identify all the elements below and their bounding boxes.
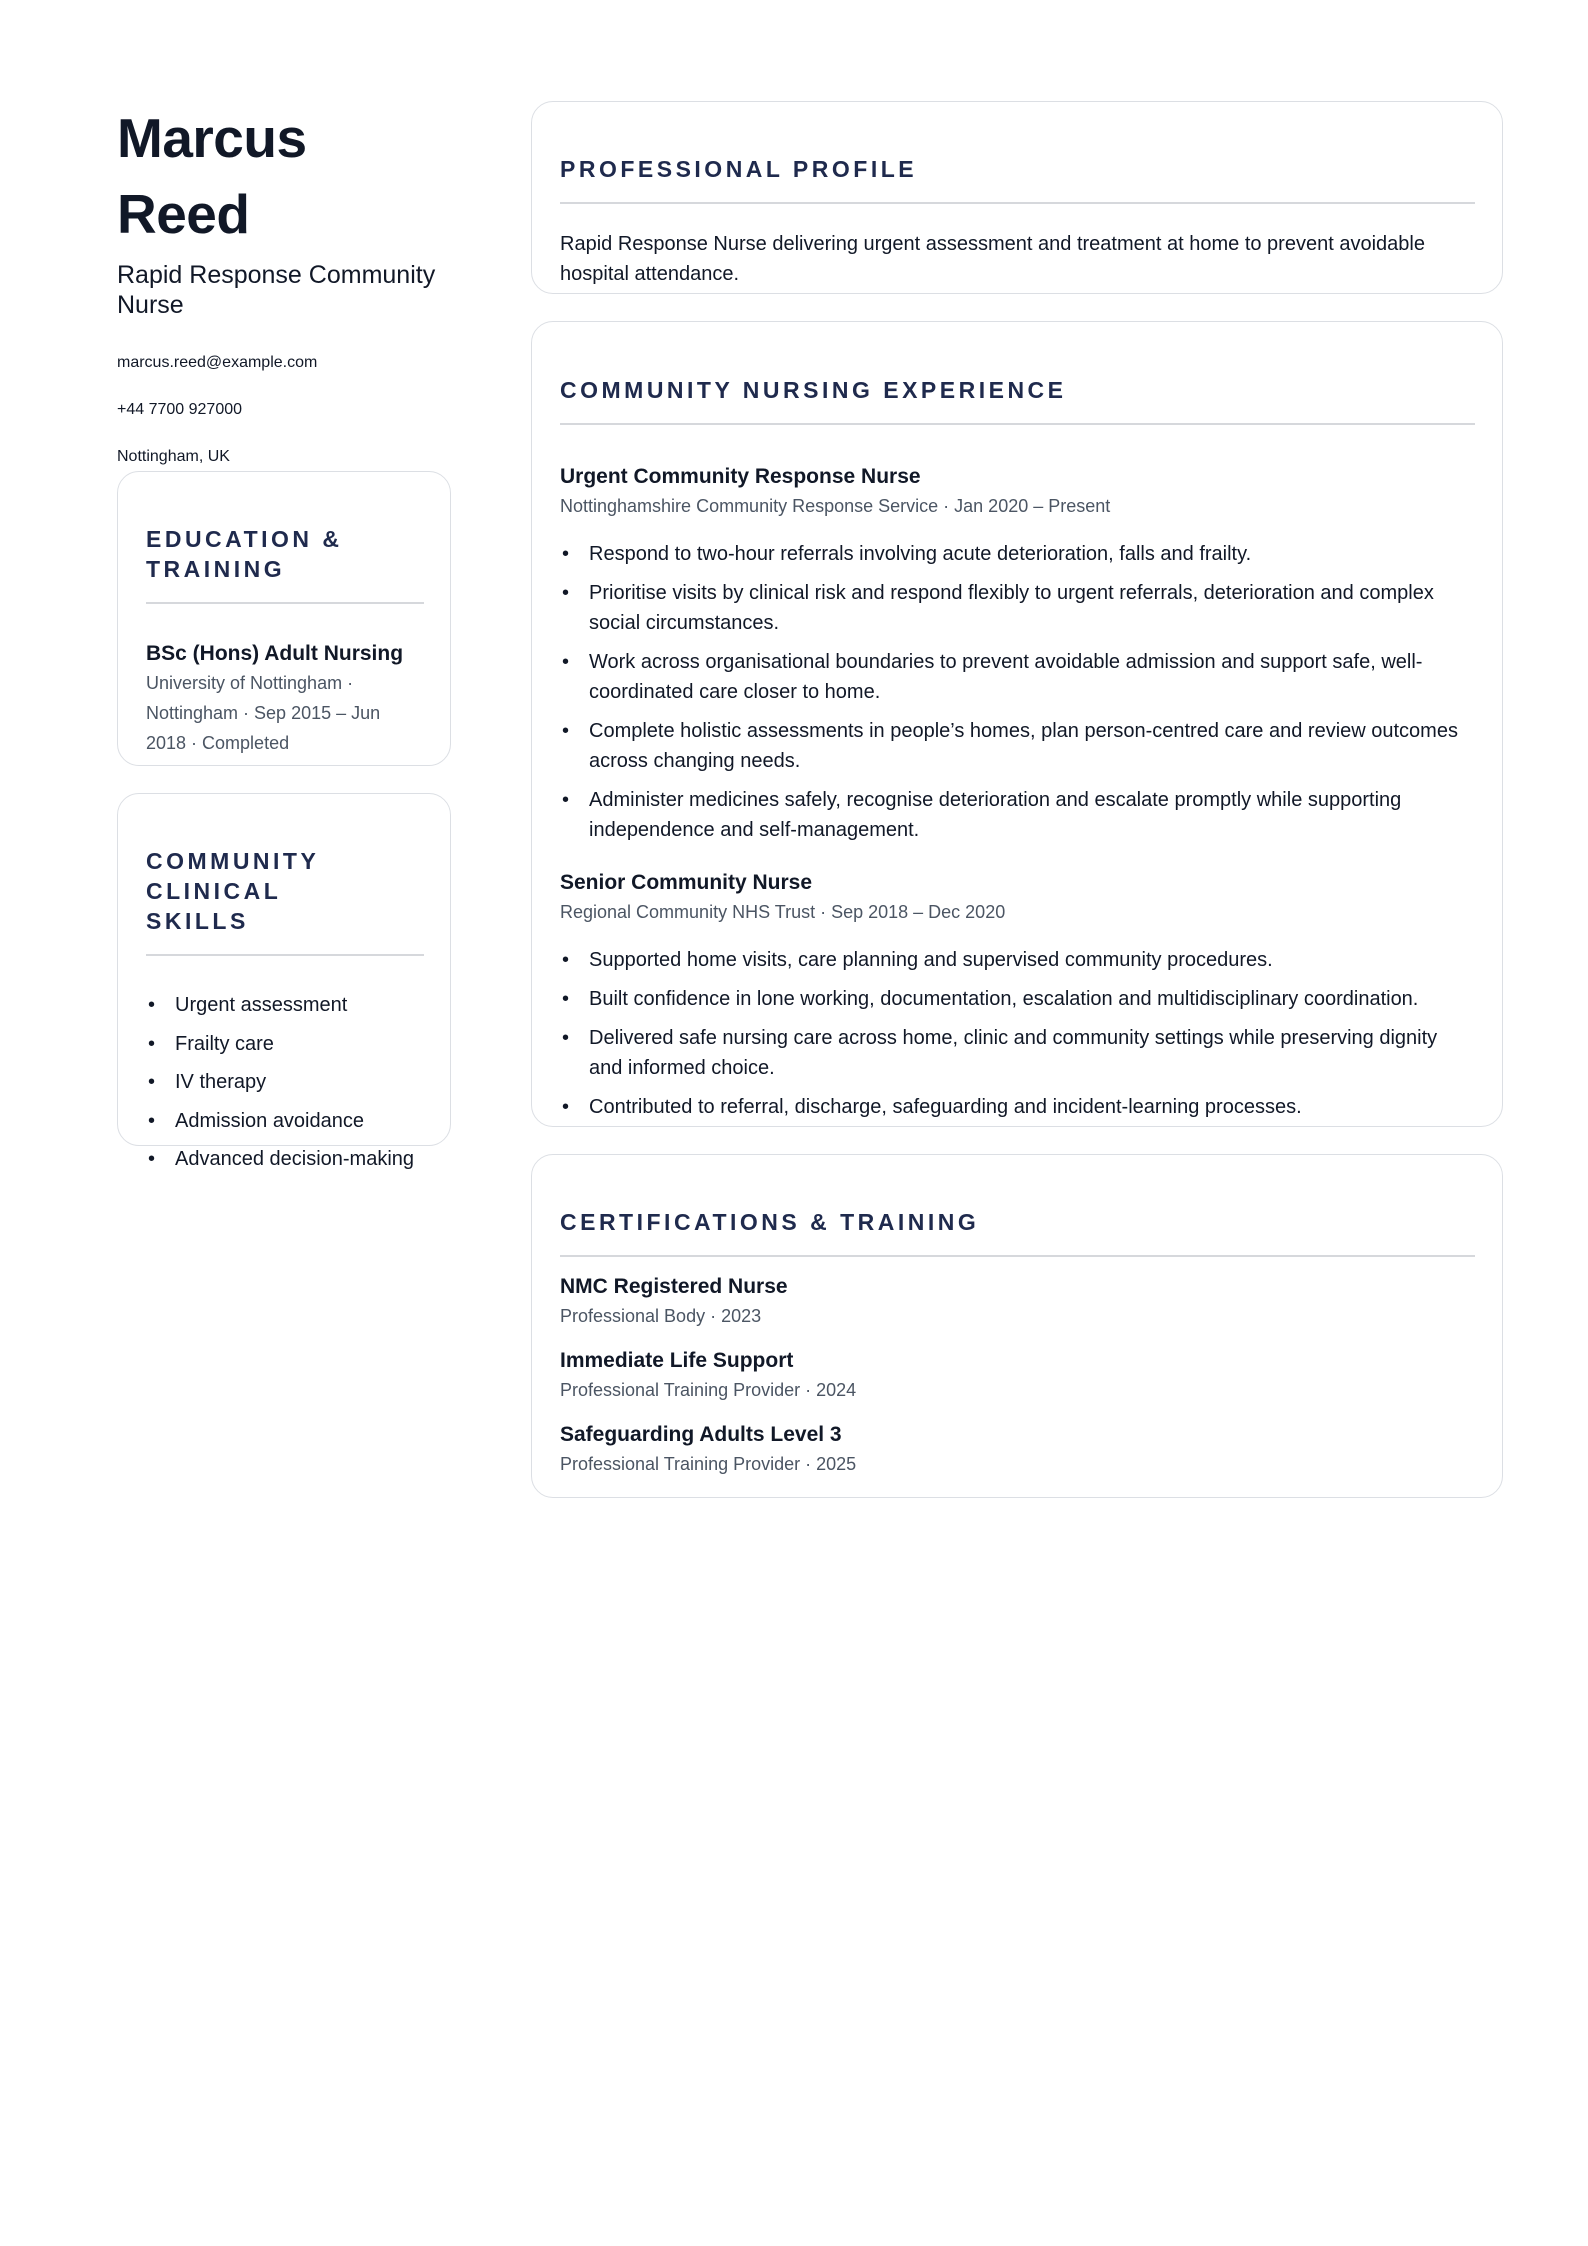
list-item: • Advanced decision-making	[146, 1140, 436, 1179]
skills-card	[117, 793, 451, 1170]
education-meta: University of Nottingham · Nottingham · Sep 2015 – Jun 2018 · Completed	[146, 673, 381, 753]
certification-name: NMC Registered Nurse	[560, 1275, 788, 1298]
list-item: • Frailty care	[146, 1025, 436, 1064]
certification-meta: Professional Body · 2023	[560, 1306, 762, 1326]
list-item: • IV therapy	[146, 1063, 436, 1102]
job-bullets	[560, 945, 1475, 1122]
education-card	[117, 471, 451, 766]
profile-summary: Rapid Response Nurse delivering urgent assessment and treatment at home to prevent avoidable hospital attendance.	[560, 233, 1425, 285]
job-meta: Regional Community NHS Trust · Sep 2018 – Dec 2020	[560, 902, 1006, 922]
contact-email[interactable]: marcus.reed@example.com	[117, 354, 318, 371]
job-title: Urgent Community Response Nurse	[560, 465, 921, 488]
list-item: • Built confidence in lone working, documentation, escalation and multidisciplinary coordination.	[560, 984, 1475, 1014]
certification-meta: Professional Training Provider · 2024	[560, 1380, 857, 1400]
list-item: • Complete holistic assessments in people’s homes, plan person-centred care and review outcomes across changing needs.	[560, 716, 1475, 776]
profile-title: PROFESSIONAL PROFILE	[560, 156, 918, 182]
job-title: Senior Community Nurse	[560, 871, 813, 894]
education-degree: BSc (Hons) Adult Nursing	[146, 642, 404, 665]
certification-meta: Professional Training Provider · 2025	[560, 1454, 857, 1474]
certification-name: Immediate Life Support	[560, 1349, 794, 1372]
list-item: • Delivered safe nursing care across home, clinic and community settings while preserving dignity and informed choice.	[560, 1023, 1475, 1083]
job-bullets	[560, 539, 1475, 845]
education-title: EDUCATION & TRAINING	[146, 526, 343, 582]
profile-divider	[560, 202, 1475, 204]
experience-title: COMMUNITY NURSING EXPERIENCE	[560, 377, 1067, 403]
left-column	[117, 100, 449, 494]
candidate-role: Rapid Response Community Nurse	[117, 261, 436, 319]
contact-phone[interactable]: +44 7700 927000	[117, 401, 243, 418]
education-divider	[146, 602, 424, 604]
list-item: • Contributed to referral, discharge, safeguarding and incident-learning processes.	[560, 1092, 1475, 1122]
certification-entry	[560, 1273, 1475, 1331]
job-entry	[560, 869, 1475, 1122]
candidate-name: Marcus Reed	[117, 107, 307, 245]
experience-divider	[560, 423, 1475, 425]
certification-entry	[560, 1421, 1475, 1479]
list-item: • Urgent assessment	[146, 986, 436, 1025]
list-item: • Admission avoidance	[146, 1102, 436, 1141]
list-item: • Prioritise visits by clinical risk and respond flexibly to urgent referrals, deterioration and complex social circumstances.	[560, 578, 1475, 638]
job-meta: Nottinghamshire Community Response Service · Jan 2020 – Present	[560, 496, 1111, 516]
certifications-title: CERTIFICATIONS & TRAINING	[560, 1209, 980, 1235]
list-item: • Administer medicines safely, recognise deterioration and escalate promptly while supporting independence and self-management.	[560, 785, 1475, 845]
list-item: • Supported home visits, care planning and supervised community procedures.	[560, 945, 1475, 975]
certification-name: Safeguarding Adults Level 3	[560, 1423, 842, 1446]
skills-list	[146, 986, 436, 1179]
list-item: • Respond to two-hour referrals involving acute deterioration, falls and frailty.	[560, 539, 1475, 569]
skills-divider	[146, 954, 424, 956]
list-item: • Work across organisational boundaries to prevent avoidable admission and support safe, well-coordinated care closer to home.	[560, 647, 1475, 707]
profile-card	[531, 101, 1503, 294]
certifications-divider	[560, 1255, 1475, 1257]
education-entry	[146, 640, 424, 758]
skills-title: COMMUNITY CLINICAL SKILLS	[146, 848, 319, 934]
contact-location: Nottingham, UK	[117, 448, 230, 465]
certifications-card	[531, 1154, 1503, 1498]
certification-entry	[560, 1347, 1475, 1405]
experience-card	[531, 321, 1503, 1127]
job-entry	[560, 463, 1475, 845]
